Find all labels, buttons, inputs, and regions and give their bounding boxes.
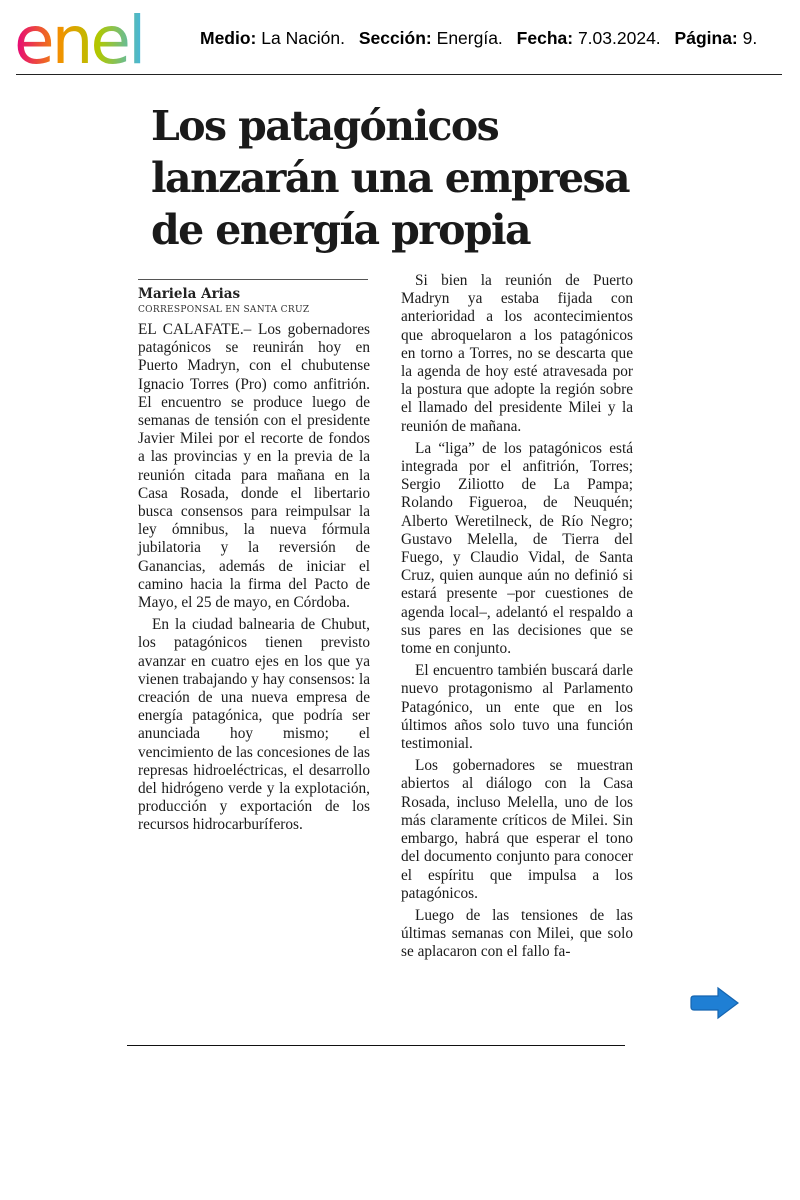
seccion-label: Sección:: [358, 28, 432, 48]
author-name: Mariela Arias: [138, 286, 241, 302]
paragraph: Si bien la reunión de Puerto Madryn ya estaba fijada con anterioridad a los acontecimientos que abroquelaron a los patagónicos en torno a Torres, no se descarta que la agenda de hoy esté atravesada por la postura que adopte la región sobre el llamado del presidente Milei y la reunión de mañana.: [401, 272, 633, 435]
paragraph: En la ciudad balnearia de Chubut, los patagónicos tienen previsto avanzar en cuatro ejes en los que ya vienen trabajando y hay consensos: la creación de una nueva empresa de energía patagónica, que podría ser anunciada hoy mismo; el vencimiento de las concesiones de las represas hidroeléctricas, el desarrollo del hidrógeno verde y la explotación, producción y exportación de los recursos hidrocarburíferos.: [138, 616, 370, 834]
clipping-header: [0, 0, 800, 76]
seccion-value: Energía.: [436, 28, 503, 48]
paragraph: El encuentro también buscará darle nuevo protagonismo al Parlamento Patagónico, un ente que en los últimos años solo tuvo una función testimonial.: [401, 662, 633, 753]
paragraph: La “liga” de los patagónicos está integrada por el anfitrión, Torres; Sergio Ziliotto de La Pampa; Rolando Figueroa, de Neuquén; Alberto Weretilneck, de Río Negro; Gustavo Melella, de Tierra del Fuego, y Claudio Vidal, de Santa Cruz, quien aunque aún no definió si estará presente –por cuestiones de agenda local–, adelantó el respaldo a sus pares en las decisiones que se tome en conjunto.: [401, 439, 633, 658]
enel-logo: [14, 8, 180, 70]
header-divider: [16, 74, 782, 75]
medio-label: Medio:: [200, 28, 257, 48]
pagina-value: 9.: [742, 28, 758, 48]
headline-line: Los patagónicos: [151, 102, 499, 150]
author-role: CORRESPONSAL EN SANTA CRUZ: [138, 305, 310, 315]
right-arrow-icon[interactable]: [690, 985, 742, 1021]
pagina-label: Página:: [674, 28, 738, 48]
article-headline: [151, 100, 671, 256]
paragraph: EL CALAFATE.– Los gobernadores patagónicos se reunirán hoy en Puerto Madryn, con el chubutense Ignacio Torres (Pro) como anfitrión. El encuentro se produce luego de semanas de tensión con el presidente Javier Milei por el recorte de fondos a las provincias y en la previa de la reunión citada para mañana en la Casa Rosada, donde el libertario busca consensos para reimpulsar la ley ómnibus, la nueva fórmula jubilatoria y la reversión de Ganancias, además de iniciar el camino hacia la firma del Pacto de Mayo, el 25 de mayo, en Córdoba.: [138, 321, 370, 612]
paragraph: Los gobernadores se muestran abiertos al diálogo con la Casa Rosada, incluso Melella, uno de los más claramente críticos de Milei. Sin embargo, habrá que esperar el tono del documento conjunto para conocer el espíritu que impulsa a los patagónicos.: [401, 757, 633, 902]
medio-value: La Nación.: [261, 28, 345, 48]
article-column-2: [401, 272, 633, 966]
paragraph: Luego de las tensiones de las últimas semanas con Milei, que solo se aplacaron con el fallo fa-: [401, 906, 633, 961]
enel-logo-text: enel: [14, 8, 144, 70]
fecha-value: 7.03.2024.: [577, 28, 661, 48]
byline-divider: [138, 279, 368, 280]
footer-divider: [127, 1045, 625, 1046]
clipping-meta: [200, 28, 766, 49]
article-column-1: [138, 321, 370, 839]
headline-line: de energía propia: [151, 206, 530, 254]
headline-line: lanzarán una empresa: [151, 154, 629, 202]
fecha-label: Fecha:: [516, 28, 574, 48]
